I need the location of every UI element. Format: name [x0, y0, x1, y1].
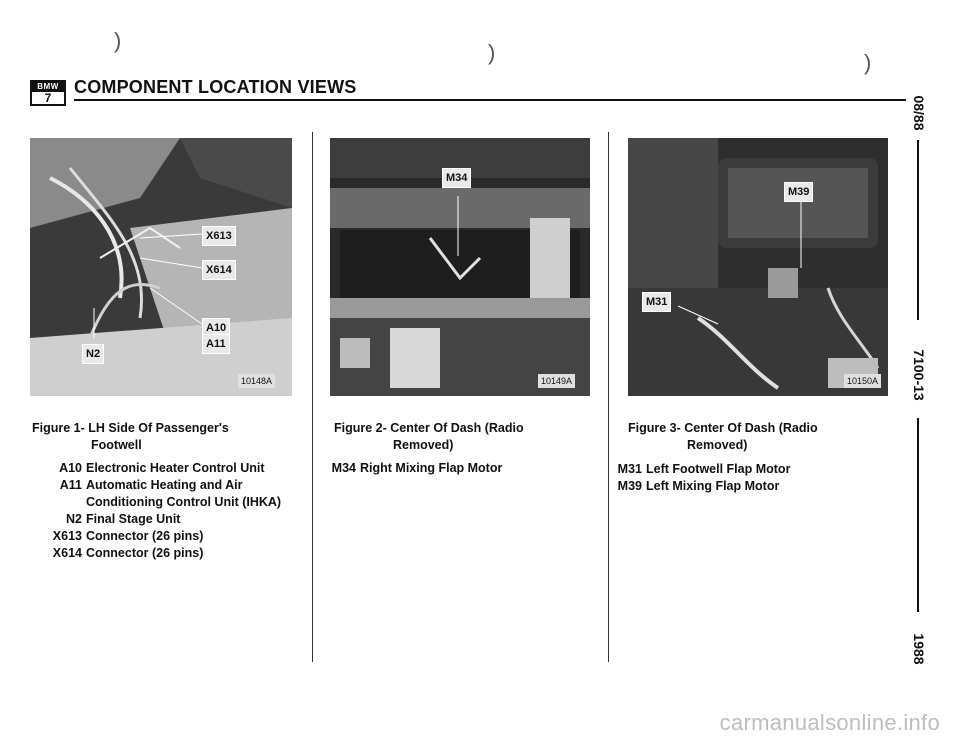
column-divider [608, 132, 609, 662]
figure-3-photo [628, 138, 888, 396]
figure-2-photo [330, 138, 590, 396]
callout-m34: M34 [442, 168, 471, 188]
legend-item: Conditioning Control Unit (IHKA) [86, 495, 282, 509]
page-title: COMPONENT LOCATION VIEWS [74, 77, 357, 97]
callout-a11: A11 [202, 334, 230, 354]
figure-3-illustration [628, 138, 888, 396]
callout-m31: M31 [642, 292, 671, 312]
margin-date: 08/88 [911, 95, 927, 131]
figure-1-illustration [30, 138, 292, 396]
legend-item: M34 Right Mixing Flap Motor [331, 461, 503, 475]
header-rule [74, 99, 906, 101]
scan-mark: ) [114, 28, 122, 53]
photo-number: 10149A [538, 374, 575, 388]
legend-item: A11 Automatic Heating and Air [59, 478, 243, 492]
figure-2-caption: Figure 2- Center Of Dash (Radio Removed) [334, 421, 524, 452]
callout-a10: A10 [202, 318, 230, 338]
scan-mark: ) [488, 40, 496, 65]
legend-item: A10 Electronic Heater Control Unit [59, 461, 265, 475]
watermark: carmanualsonline.info [719, 710, 940, 735]
margin-rule [917, 140, 919, 320]
margin-year: 1988 [911, 633, 927, 665]
figure-3-caption: Figure 3- Center Of Dash (Radio Removed) [628, 421, 818, 452]
column-divider [312, 132, 313, 662]
margin-section-code: 7100-13 [911, 349, 927, 401]
legend-item: X614 Connector (26 pins) [52, 546, 204, 560]
photo-number: 10150A [844, 374, 881, 388]
scan-mark: ) [864, 50, 872, 75]
legend-item: X613 Connector (26 pins) [52, 529, 204, 543]
legend-item: N2 Final Stage Unit [66, 512, 181, 526]
callout-n2: N2 [82, 344, 104, 364]
legend-item: M31 Left Footwell Flap Motor [617, 462, 791, 476]
legend-item: M39 Left Mixing Flap Motor [617, 479, 780, 493]
figure-1-caption: Figure 1- LH Side Of Passenger's Footwell [32, 421, 229, 452]
figure-1-photo [30, 138, 292, 396]
callout-x614: X614 [202, 260, 236, 280]
callout-x613: X613 [202, 226, 236, 246]
photo-number: 10148A [238, 374, 275, 388]
callout-m39: M39 [784, 182, 813, 202]
bmw-logo: BMW 7 [30, 80, 66, 106]
margin-rule [917, 418, 919, 612]
